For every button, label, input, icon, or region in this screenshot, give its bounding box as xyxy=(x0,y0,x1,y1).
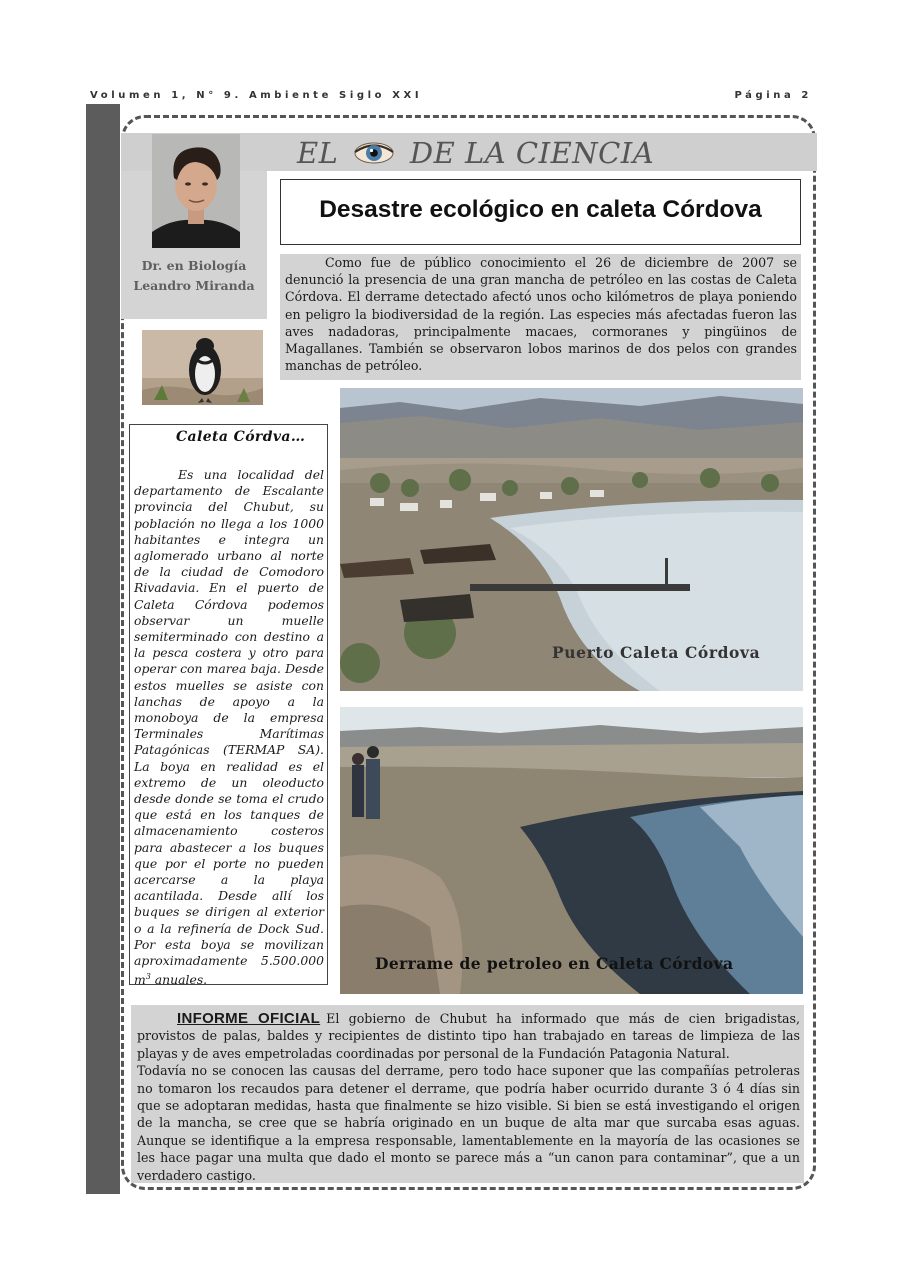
report-heading: INFORME OFICIAL xyxy=(177,1010,321,1027)
lead-box xyxy=(280,254,801,380)
lead-paragraph: Como fue de público conocimiento el 26 de diciembre de 2007 se denunció la presencia de una gran mancha de petróleo en las costas de Caleta Córdova. El derrame detectado afectó unos ocho kilómetros de playa poniendo en peligro la biodiversidad de la región. Las especies más afectadas fueron las aves nadadoras, principalmente macaes, cormoranes y pingüinos de Magallanes. También se observaron lobos marinos de dos pelos con grandes manchas de petróleo. xyxy=(285,255,797,374)
report-paragraph-1 xyxy=(137,1010,800,1062)
article-headline: Desastre ecológico en caleta Córdova xyxy=(319,196,762,223)
author-name xyxy=(121,256,267,296)
author-photo xyxy=(152,134,240,248)
section-title-end: DE LA CIENCIA xyxy=(409,136,655,170)
report-paragraph-2: Todavía no se conocen las causas del derrame, pero todo hace suponer que las compañías petroleras no tomaron los recaudos para detener el derrame, que podría haber ocurrido durante 3 ó 4 días sin que se adoptaran medidas, hasta que finalmente se hizo visible. Si bien se está investigando el origen de la mancha, se cree que se habría originado en un buque de alta mar que surcaba esas aguas. Aunque se identifique a la empresa responsable, lamentablemente en la mayoría de las ocasiones se les hace pagar una multa que dado el monto se parece más a “un canon para contaminar”, que a un verdadero castigo. xyxy=(137,1063,800,1183)
sidebar-body: Es una localidad del departamento de Escalante provincia del Chubut, su población no llega a los 1000 habitantes e integra un aglomerado urbano al norte de la ciudad de Comodoro Rivadavia. En el puerto de Caleta Córdova podemos observar un muelle semiterminado con destino a la pesca costera y otro para operar con marea baja. Desde estos muelles se asiste con lanchas de apoyo a la monoboya de la empresa Terminales Marítimas Patagónicas (TERMAP SA). La boya en realidad es el extremo de un oleoducto desde donde se toma el crudo que está en los tanques de almacenamiento costeros para abastecer a los buques que por el porte no pueden acercarse a la playa acantilada. Desde allí los buques se dirigen al exterior o a la refinería de Dock Sud. Por esta boya se movilizan aproximadamente 5.500.000 m xyxy=(134,467,324,988)
oil-spill-photo xyxy=(340,707,803,994)
sidebar-paragraph xyxy=(134,467,324,989)
oil-spill-caption: Derrame de petroleo en Caleta Córdova xyxy=(375,954,734,973)
section-title xyxy=(297,134,654,170)
sidebar-title: Caleta Córdva… xyxy=(176,429,306,445)
author-degree: Dr. en Biología xyxy=(141,258,247,273)
page-number: Página 2 xyxy=(734,90,812,101)
unit-superscript: 3 xyxy=(145,972,151,982)
left-spine-bar xyxy=(86,104,120,1194)
sidebar-body-end: anuales. xyxy=(150,972,208,988)
headline-box xyxy=(280,179,801,245)
author-fullname: Leandro Miranda xyxy=(133,278,255,293)
report-body-1: El gobierno de Chubut ha informado que más de cien brigadistas, provistos de palas, baldes y recipientes de distinto tipo han trabajado en tareas de limpieza de las playas y de aves empetroladas coordinadas por personal de la Fundación Patagonia Natural. xyxy=(137,1011,801,1061)
penguin-photo xyxy=(142,330,263,405)
report-section xyxy=(137,1010,800,1184)
section-title-start: EL xyxy=(297,136,339,170)
eye-icon xyxy=(354,141,394,165)
port-photo-caption: Puerto Caleta Córdova xyxy=(552,643,761,662)
issue-label: Volumen 1, N° 9. Ambiente Siglo XXI xyxy=(90,90,423,101)
running-header xyxy=(90,90,812,106)
